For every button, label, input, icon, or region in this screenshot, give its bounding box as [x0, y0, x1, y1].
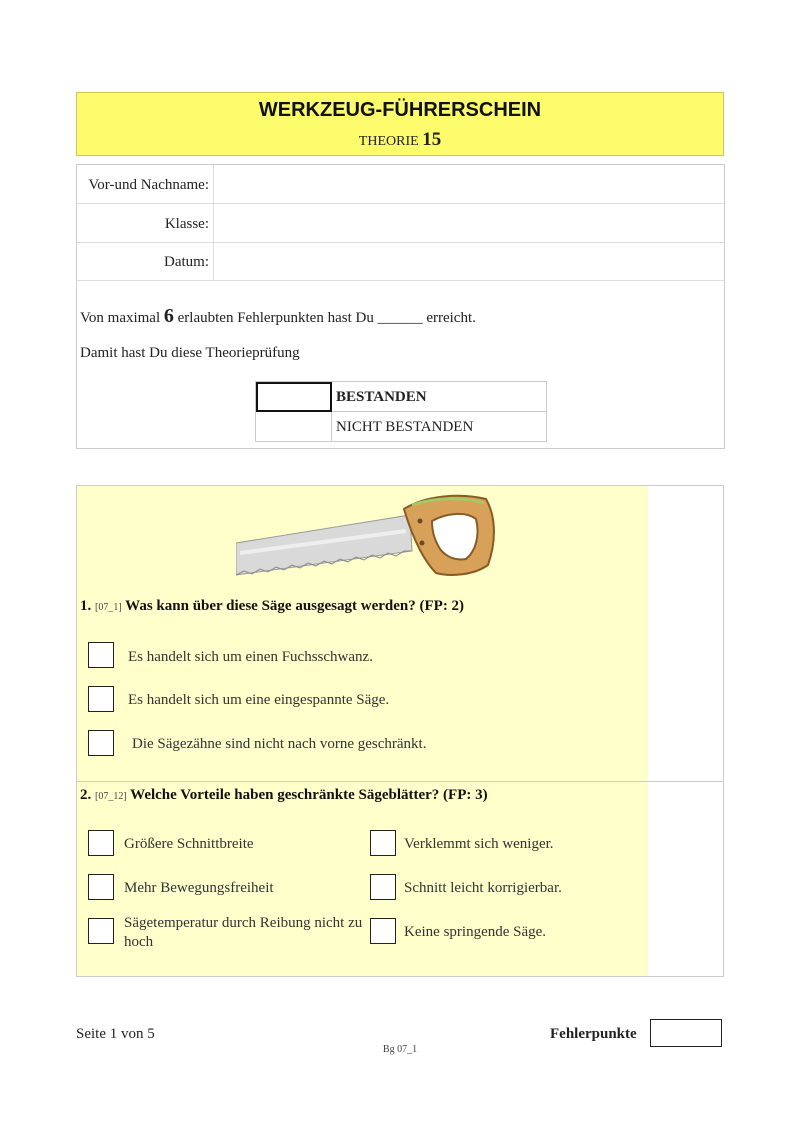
failed-checkbox[interactable] [256, 412, 332, 441]
points-column [648, 485, 724, 977]
result-table [255, 381, 547, 442]
question-1-title [80, 598, 464, 615]
passed-label: BESTANDEN [332, 382, 546, 412]
title-box [76, 92, 724, 156]
q2-option-3-label: Mehr Bewegungsfreiheit [124, 880, 274, 896]
q2-option-3-checkbox[interactable] [88, 874, 114, 900]
class-row [77, 204, 724, 243]
q1-option-2-label: Es handelt sich um eine eingespannte Säge. [128, 692, 390, 708]
subtitle-number: 15 [422, 129, 442, 150]
class-field[interactable] [215, 204, 724, 242]
document-code: Bg 07_1 [382, 1044, 418, 1055]
q1-option-3-checkbox[interactable] [88, 730, 114, 756]
question-2-number: 2. [80, 787, 92, 803]
question-2-code: [07_12] [95, 791, 127, 802]
info-box [76, 164, 725, 449]
error-points-field[interactable] [650, 1019, 722, 1047]
name-field[interactable] [215, 165, 724, 203]
question-1-code: [07_1] [95, 602, 122, 613]
question-2-text: Welche Vorteile haben geschränkte Sägeblätter? (FP: 3) [130, 787, 488, 803]
failed-label: NICHT BESTANDEN [336, 419, 474, 435]
saw-image [236, 491, 504, 579]
q1-option-2-checkbox[interactable] [88, 686, 114, 712]
name-row [77, 165, 724, 204]
date-label: Datum: [77, 242, 214, 280]
score-line [80, 305, 476, 328]
q2-option-1-label: Größere Schnittbreite [124, 836, 254, 852]
date-row [77, 242, 724, 281]
date-field[interactable] [215, 242, 724, 280]
q2-option-4-label: Schnitt leicht korrigierbar. [404, 880, 562, 896]
passed-checkbox[interactable] [256, 382, 332, 412]
q1-option-1-label: Es handelt sich um einen Fuchsschwanz. [128, 649, 373, 665]
max-points: 6 [163, 305, 174, 327]
result-intro: Damit hast Du diese Theorieprüfung [80, 345, 300, 361]
q1-option-3-label: Die Sägezähne sind nicht nach vorne geschränkt. [132, 736, 427, 752]
q2-option-2-label: Verklemmt sich weniger. [404, 836, 554, 852]
question-divider [76, 781, 724, 782]
error-points-label: Fehlerpunkte [550, 1026, 637, 1042]
page-title: WERKZEUG-FÜHRERSCHEIN [258, 99, 542, 121]
q2-option-4-checkbox[interactable] [370, 874, 396, 900]
q2-option-6-label: Keine springende Säge. [404, 924, 547, 940]
q2-option-5-label: Sägetemperatur durch Reibung nicht zu hoch [124, 915, 363, 950]
question-1-number: 1. [80, 598, 92, 614]
score-suffix: erlaubten Fehlerpunkten hast Du ______ erreicht. [177, 310, 476, 326]
subtitle-text: THEORIE [358, 134, 419, 149]
question-2-title [80, 787, 488, 804]
q1-option-1-checkbox[interactable] [88, 642, 114, 668]
question-1-text: Was kann über diese Säge ausgesagt werden? (FP: 2) [125, 598, 465, 614]
class-label: Klasse: [77, 204, 214, 242]
score-prefix: Von maximal [80, 310, 161, 326]
q2-option-2-checkbox[interactable] [370, 830, 396, 856]
page-number: Seite 1 von 5 [76, 1026, 155, 1042]
q2-option-1-checkbox[interactable] [88, 830, 114, 856]
q2-option-5-checkbox[interactable] [88, 918, 114, 944]
page-subtitle [77, 129, 723, 151]
name-label: Vor-und Nachname: [77, 165, 214, 203]
q2-option-6-checkbox[interactable] [370, 918, 396, 944]
